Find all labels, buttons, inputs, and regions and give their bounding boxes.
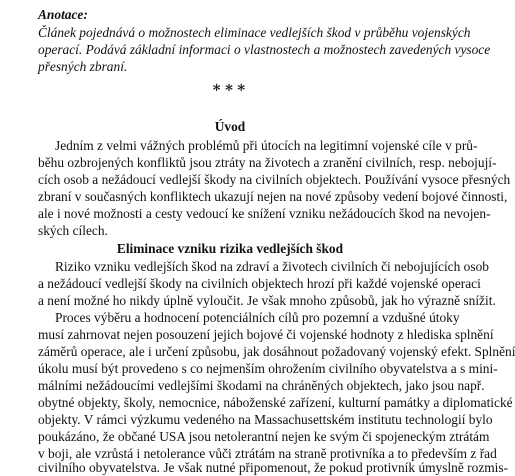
paragraph-line: civilního obyvatelstva. Je však nutné připomenout, že pokud protivník úmyslně rozmis- — [38, 460, 509, 475]
intro-line: zbraní v současných konfliktech ukazují nejen na nové způsoby vedení bojové činnosti, — [38, 189, 508, 204]
intro-line: běhu ozbrojených konfliktů jsou ztráty na životech a zranění civilních, resp. nebojují- — [38, 155, 497, 170]
abstract-line: přesných zbraní. — [38, 59, 128, 74]
intro-line: ale i nové možnosti a cesty vedoucí ke snížení vzniku nežádoucích škod na nevojen- — [38, 206, 491, 221]
intro-line: cích osob a nežádoucí vedlejší škody na civilních objektech. Používání vysoce přesných — [38, 172, 511, 187]
paragraph-line: Proces výběru a hodnocení potenciálních cílů pro pozemní a vzdušné útoky — [55, 310, 460, 325]
intro-line: ských cílech. — [38, 223, 108, 238]
paragraph-line: Riziko vzniku vedlejších škod na zdraví a životech civilních či nebojujících osob — [55, 259, 489, 274]
paragraph-line: musí zahrnovat nejen posouzení jejich bojové či vojenské hodnoty z hlediska splnění — [38, 327, 494, 342]
section2-heading: Eliminace vzniku rizika vedlejších škod — [116, 241, 344, 256]
paragraph-line: poukázáno, že občané USA jsou netolerantní nejen ke svým či spojeneckým ztrátám — [38, 429, 490, 444]
paragraph-line: v boji, ale vzrůstá i netolerance vůči ztrátám na straně protivníka a to především z řad — [38, 446, 497, 461]
paragraph-line: záměrů operace, ale i určení způsobu, jak dosáhnout požadovaný vojenský efekt. Splnění — [38, 344, 515, 359]
paragraph-line: a není možné ho nikdy úplně vyloučit. Je však mnoho způsobů, jak ho výrazně snížit. — [38, 293, 496, 308]
abstract-heading: Anotace: — [38, 7, 88, 22]
intro-heading: Úvod — [214, 119, 246, 134]
paragraph-line: objekty. V rámci výzkumu vedeného na Massachusettském institutu technologií bylo — [38, 412, 493, 427]
section-separator: ∗∗∗ — [211, 80, 249, 96]
intro-line: Jedním z velmi vážných problémů při útocích na legitimní vojenské cíle v prů- — [55, 138, 478, 153]
abstract-line: Článek pojednává o možnostech eliminace vedlejších škod v průběhu vojenských — [38, 25, 471, 40]
paragraph-line: obytné objekty, školy, nemocnice, náboženské zařízení, kulturní památky a diplomatické — [38, 395, 513, 410]
abstract-line: operací. Podává základní informaci o vlastnostech a možnostech zavedených vysoce — [38, 42, 491, 57]
paragraph-line: úkolu musí být provedeno s co nejmenším ohrožením civilního obyvatelstva a s mini- — [38, 361, 498, 376]
paragraph-line: a nežádoucí vedlejší škody na civilních objektech hrozí při každé vojenské operaci — [38, 276, 481, 291]
paragraph-line: málními nežádoucími vedlejšími škodami na chráněných objektech, jako jsou např. — [38, 378, 485, 393]
